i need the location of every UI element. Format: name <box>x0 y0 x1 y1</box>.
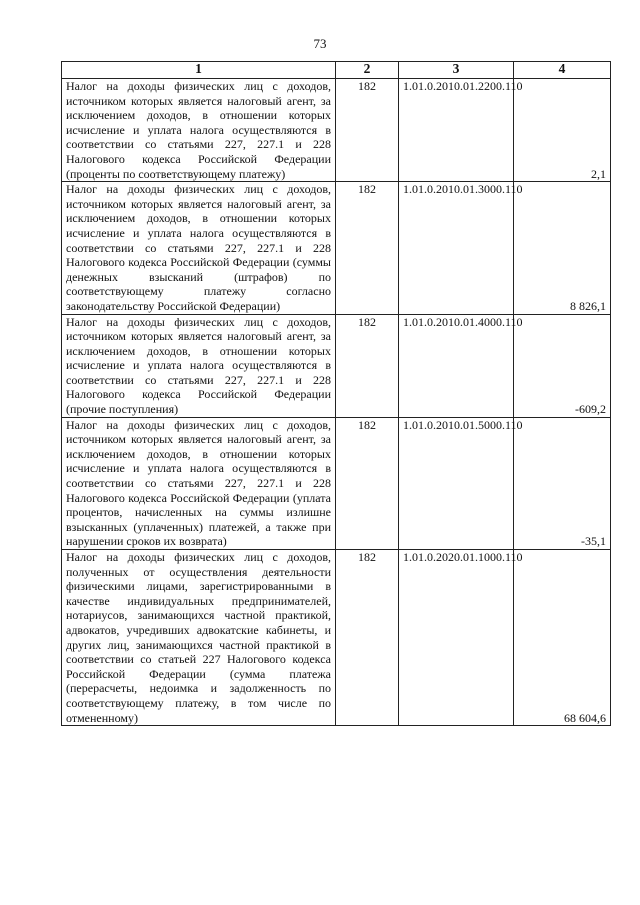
row-admin-code: 182 <box>336 314 399 417</box>
table-row <box>62 314 611 417</box>
row-kbk-code: 1.01.0.2010.01.4000.110 <box>399 314 514 417</box>
row-admin-code: 182 <box>336 417 399 549</box>
row-amount: 8 826,1 <box>514 182 611 314</box>
row-kbk-code: 1.01.0.2020.01.1000.110 <box>399 550 514 726</box>
row-amount: 2,1 <box>514 79 611 182</box>
row-description: Налог на доходы физических лиц с доходов, источником которых является налоговый агент, за исключением доходов, в отношении которых исчисление и уплата налога осуществляются в соответствии со статьями 227, 227.1 и 228 Налогового кодекса Российской Федерации (проценты по соответствующему платежу) <box>62 79 336 182</box>
table-row <box>62 182 611 314</box>
row-admin-code: 182 <box>336 182 399 314</box>
header-col-1: 1 <box>62 62 336 79</box>
header-row <box>62 62 611 79</box>
table-row <box>62 417 611 549</box>
row-kbk-code: 1.01.0.2010.01.2200.110 <box>399 79 514 182</box>
row-admin-code: 182 <box>336 550 399 726</box>
row-description: Налог на доходы физических лиц с доходов, полученных от осуществления деятельности физическими лицами, зарегистрированными в качестве индивидуальных предпринимателей, нотариусов, занимающихся частной практикой, адвокатов, учредивших адвокатские кабинеты, и других лиц, занимающихся частной практикой в соответствии со статьей 227 Налогового кодекса Российской Федерации (сумма платежа (перерасчеты, недоимка и задолженность по соответствующему платежу, в том числе по отмененному) <box>62 550 336 726</box>
table-row <box>62 550 611 726</box>
page-number: 73 <box>313 36 327 51</box>
row-amount: -609,2 <box>514 314 611 417</box>
row-description: Налог на доходы физических лиц с доходов, источником которых является налоговый агент, за исключением доходов, в отношении которых исчисление и уплата налога осуществляются в соответствии со статьями 227, 227.1 и 228 Налогового кодекса Российской Федерации (суммы денежных взысканий (штрафов) по соответствующему платежу согласно законодательству Российской Федерации) <box>62 182 336 314</box>
header-col-3: 3 <box>399 62 514 79</box>
revenue-table <box>61 61 611 726</box>
header-col-2: 2 <box>336 62 399 79</box>
row-amount: 68 604,6 <box>514 550 611 726</box>
row-kbk-code: 1.01.0.2010.01.3000.110 <box>399 182 514 314</box>
row-kbk-code: 1.01.0.2010.01.5000.110 <box>399 417 514 549</box>
row-description: Налог на доходы физических лиц с доходов, источником которых является налоговый агент, за исключением доходов, в отношении которых исчисление и уплата налога осуществляются в соответствии со статьями 227, 227.1 и 228 Налогового кодекса Российской Федерации (прочие поступления) <box>62 314 336 417</box>
header-col-4: 4 <box>514 62 611 79</box>
row-admin-code: 182 <box>336 79 399 182</box>
row-amount: -35,1 <box>514 417 611 549</box>
table-row <box>62 79 611 182</box>
row-description: Налог на доходы физических лиц с доходов, источником которых является налоговый агент, за исключением доходов, в отношении которых исчисление и уплата налога осуществляются в соответствии со статьями 227, 227.1 и 228 Налогового кодекса Российской Федерации (уплата процентов, начисленных на суммы излишне взысканных (уплаченных) платежей, а также при нарушении сроков их возврата) <box>62 417 336 549</box>
